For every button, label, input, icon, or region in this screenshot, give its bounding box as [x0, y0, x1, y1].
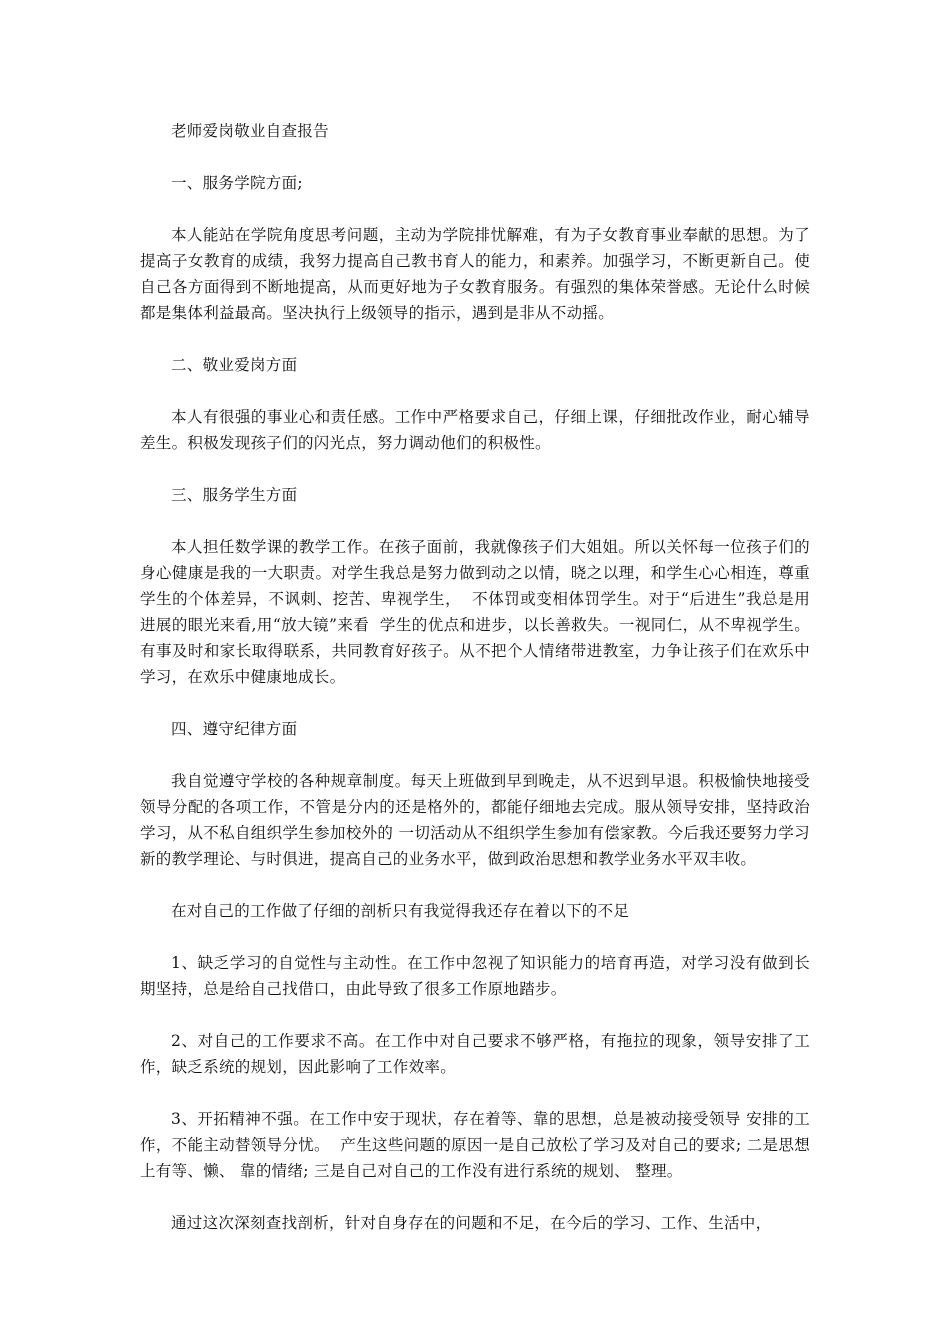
shortcoming-item-1: 1、缺乏学习的自觉性与主动性。在工作中忽视了知识能力的培育再造，对学习没有做到长期坚持，总是给自己找借口，由此导致了很多工作原地踏步。	[140, 954, 810, 998]
section-heading-2: 二、敬业爱岗方面	[171, 356, 298, 374]
closing-paragraph: 通过这次深刻查找剖析，针对自身存在的问题和不足，在今后的学习、工作、生活中，	[171, 1214, 772, 1232]
document-title: 老师爱岗敬业自查报告	[171, 122, 330, 140]
section-paragraph-3: 本人担任数学课的教学工作。在孩子面前，我就像孩子们大姐姐。所以关怀每一位孩子们的身心健康是我的一大职责。对学生我总是努力做到动之以情，晓之以理，和学生心心相连，尊重学生的个体差异，不讽刺、挖苦、卑视学生， 不体罚或变相体罚学生。对于“后进生”我总是用进展的眼光来看,用“放大镜”来看 学生的优点和进步，以长善救失。一视同仁，从不卑视学生。有事及时和家长取得联系，共同教育好孩子。从不把个人情绪带进教室，力争让孩子们在欢乐中学习，在欢乐中健康地成长。	[140, 538, 810, 686]
shortcoming-item-3: 3、开拓精神不强。在工作中安于现状，存在着等、靠的思想，总是被动接受领导 安排的工作，不能主动替领导分忧。 产生这些问题的原因一是自己放松了学习及对自己的要求; 二是思想上有等、懒、 靠的情绪; 三是自己对自己的工作没有进行系统的规划、 整理。	[140, 1110, 810, 1180]
shortcoming-item-2: 2、对自己的工作要求不高。在工作中对自己要求不够严格，有拖拉的现象，领导安排了工作，缺乏系统的规划，因此影响了工作效率。	[140, 1032, 810, 1076]
section-heading-4: 四、遵守纪律方面	[171, 720, 298, 738]
section-heading-1: 一、服务学院方面;	[171, 174, 303, 192]
document-body	[140, 118, 810, 1262]
section-heading-3: 三、服务学生方面	[171, 486, 298, 504]
section-paragraph-4: 我自觉遵守学校的各种规章制度。每天上班做到早到晚走，从不迟到早退。积极愉快地接受领导分配的各项工作，不管是分内的还是格外的，都能仔细地去完成。服从领导安排，坚持政治学习，从不私自组织学生参加校外的 一切活动从不组织学生参加有偿家教。今后我还要努力学习新的教学理论、与时俱进，提高自己的业务水平，做到政治思想和教学业务水平双丰收。	[140, 772, 810, 868]
section-paragraph-2: 本人有很强的事业心和责任感。工作中严格要求自己，仔细上课，仔细批改作业，耐心辅导差生。积极发现孩子们的闪光点，努力调动他们的积极性。	[140, 408, 810, 452]
section-paragraph-1: 本人能站在学院角度思考问题，主动为学院排忧解难，有为子女教育事业奉献的思想。为了提高子女教育的成绩，我努力提高自己教书育人的能力，和素养。加强学习，不断更新自己。使自己各方面得到不断地提高，从而更好地为子女教育服务。有强烈的集体荣誉感。无论什么时候都是集体利益最高。坚决执行上级领导的指示，遇到是非从不动摇。	[140, 226, 810, 322]
shortcomings-intro: 在对自己的工作做了仔细的剖析只有我觉得我还存在着以下的不足	[171, 902, 630, 920]
